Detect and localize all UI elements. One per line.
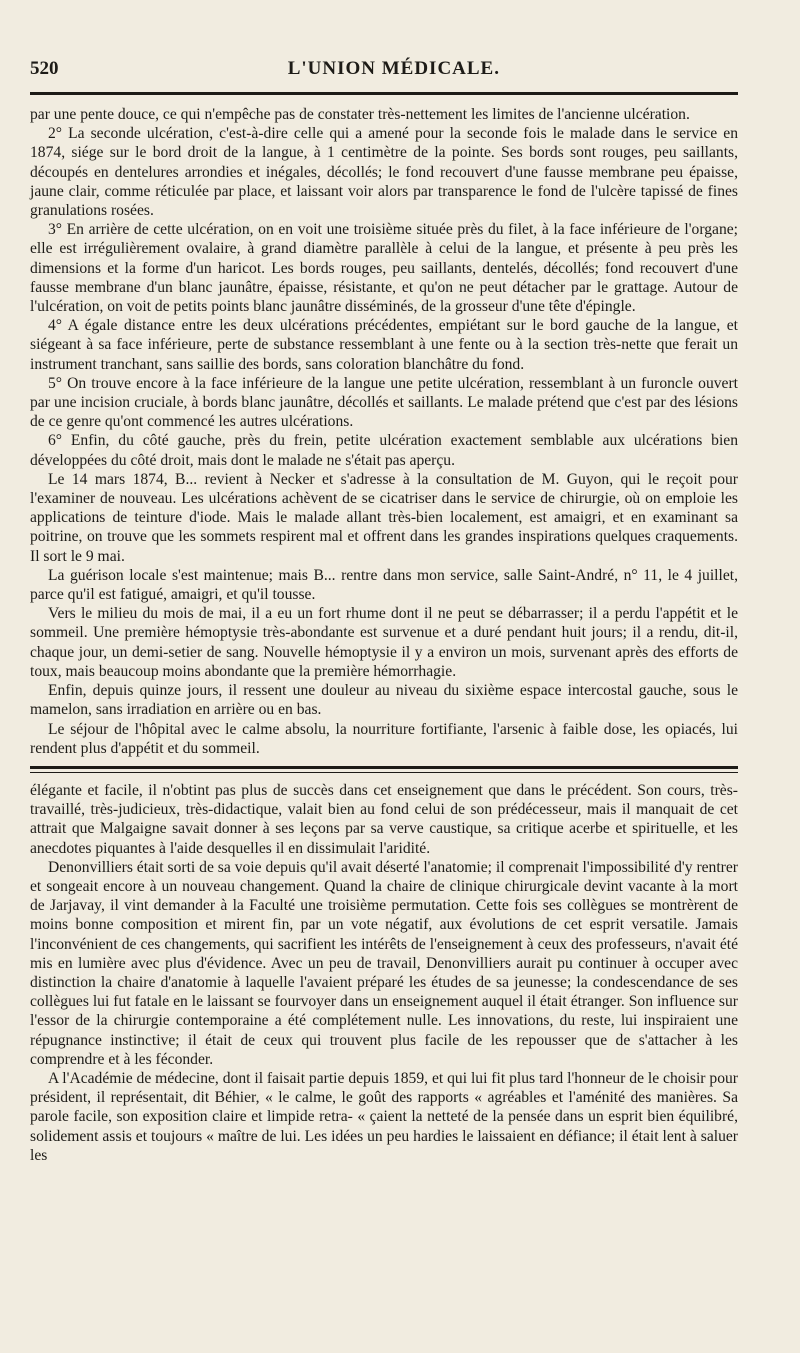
- feuilleton-section: [30, 781, 738, 1165]
- paragraph: Le 14 mars 1874, B... revient à Necker et s'adresse à la consultation de M. Guyon, qui le reçoit pour l'examiner de nouveau. Les ulcérations achèvent de se cicatriser dans le service de chirurgie, où on emploie les applications de teinture d'iode. Mais le malade allant très-bien localement, est amaigri, et en examinant sa poitrine, on trouve que les sommets respirent mal et offrent dans les grandes inspirations quelques craquements. Il sort le 9 mai.: [30, 470, 738, 565]
- divider-rule-thin: [30, 772, 738, 773]
- paragraph: 6° Enfin, du côté gauche, près du frein, petite ulcération exactement semblable aux ulcérations bien développées du côté droit, mais dont le malade ne s'était pas aperçu.: [30, 432, 738, 469]
- case-report-section: [30, 105, 738, 758]
- page-header: [30, 58, 738, 90]
- page: [30, 58, 738, 1165]
- paragraph: A l'Académie de médecine, dont il faisait partie depuis 1859, et qui lui fit plus tard l'honneur de le choisir pour président, il représentait, dit Béhier, « le calme, le goût des rapports « agréables et l'aménité des manières. Sa parole facile, son exposition claire et limpide retra- « çaient la netteté de la pensée dans un esprit bien équilibré, solidement assis et toujours « maître de lui. Les idées un peu hardies le laissaient en défiance; il était lent à saluer les: [30, 1069, 738, 1164]
- page-number: 520: [30, 58, 59, 79]
- running-title: L'UNION MÉDICALE.: [287, 58, 500, 79]
- paragraph: Le séjour de l'hôpital avec le calme absolu, la nourriture fortifiante, l'arsenic à faible dose, les opiacés, lui rendent plus d'appétit et du sommeil.: [30, 720, 738, 757]
- paragraph: Vers le milieu du mois de mai, il a eu un fort rhume dont il ne peut se débarrasser; il a perdu l'appétit et le sommeil. Une première hémoptysie très-abondante est survenue et a duré pendant huit jours; il a rendu, dit-il, chaque jour, un demi-setier de sang. Nouvelle hémoptysie il y a environ un mois, survenant après des efforts de toux, mais beaucoup moins abondante que la première hémorrhagie.: [30, 605, 738, 680]
- paragraph: 2° La seconde ulcération, c'est-à-dire celle qui a amené pour la seconde fois le malade dans le service en 1874, siége sur le bord droit de la langue, à 1 centimètre de la pointe. Ses bords sont rouges, peu saillants, découpés en dentelures arrondies et inégales, décollés; le fond recouvert d'une fausse membrane peu épaisse, jaune clair, comme réticulée par place, et laissant voir alors par transparence le fond de l'ulcère tapissé de fines granulations rosées.: [30, 125, 738, 220]
- paragraph: 5° On trouve encore à la face inférieure de la langue une petite ulcération, ressemblant à un furoncle ouvert par une incision cruciale, à bords blanc jaunâtre, décollés et saillants. Le malade prétend que c'est par des lésions de ce genre qu'ont commencé les autres ulcérations.: [30, 374, 738, 431]
- paragraph: La guérison locale s'est maintenue; mais B... rentre dans mon service, salle Saint-André, n° 11, le 4 juillet, parce qu'il est fatigué, amaigri, et qu'il tousse.: [30, 566, 738, 604]
- section-divider: [30, 766, 738, 773]
- paragraph: Denonvilliers était sorti de sa voie depuis qu'il avait déserté l'anatomie; il comprenait l'impossibilité d'y rentrer et songeait encore à un nouveau changement. Quand la chaire de clinique chirurgicale devint vacante à la mort de Jarjavay, il vint demander à la Faculté une troisième permutation. Cette fois ses collègues se montrèrent de moins bonne composition et mirent fin, par un vote négatif, aux évolutions de cet esprit versatile. Jamais l'inconvénient de ces changements, qui sacrifient les intérêts de l'enseignement à ceux des professeurs, n'avait été mis en lumière avec plus d'évidence. Avec un peu de travail, Denonvilliers aurait pu continuer à occuper avec distinction la chaire d'anatomie à laquelle l'avaient préparé les études de sa jeunesse; la condescendance de ses collègues lui fut fatale en le laissant se fourvoyer dans un enseignement auquel il était étranger. Son influence sur l'essor de la chirurgie contemporaine a été complétement nulle. Les innovations, du reste, lui inspiraient une répugnance instinctive; il était de ceux qui trouvent plus facile de les repousser que de s'attacher à les comprendre et à les féconder.: [30, 858, 738, 1068]
- header-rule: [30, 92, 738, 95]
- divider-rule-thick: [30, 766, 738, 769]
- paragraph: élégante et facile, il n'obtint pas plus de succès dans cet enseignement que dans le précédent. Son cours, très-travaillé, très-judicieux, très-didactique, valait bien au fond celui de son prédécesseur, mais il manquait de cet attrait que Malgaigne savait donner à ses leçons par sa verve caustique, sa critique acerbe et spirituelle, et les anecdotes piquantes à l'aide desquelles il en dissimulait l'aridité.: [30, 781, 738, 857]
- paragraph: par une pente douce, ce qui n'empêche pas de constater très-nettement les limites de l'ancienne ulcération.: [30, 106, 690, 123]
- paragraph: 3° En arrière de cette ulcération, on en voit une troisième située près du filet, à la face inférieure de l'organe; elle est irrégulièrement ovalaire, à grand diamètre parallèle à celui de la langue, et présente à peu près les dimensions et la forme d'un haricot. Les bords rouges, peu saillants, dentelés, décollés; fond recouvert d'une fausse membrane d'un blanc jaunâtre, épaisse, résistante, et qu'on ne peut détacher par le grattage. Autour de l'ulcération, on voit de petits points blanc jaunâtre disséminés, de la grosseur d'une tête d'épingle.: [30, 221, 738, 316]
- paragraph: 4° A égale distance entre les deux ulcérations précédentes, empiétant sur le bord gauche de la langue, et siégeant à sa face inférieure, perte de substance ressemblant à une fente ou à la section très-nette que ferait un instrument tranchant, sans saillie des bords, sans coloration blanchâtre du fond.: [30, 317, 738, 373]
- paragraph: Enfin, depuis quinze jours, il ressent une douleur au niveau du sixième espace intercostal gauche, sous le mamelon, sans irradiation en arrière ou en bas.: [30, 682, 738, 719]
